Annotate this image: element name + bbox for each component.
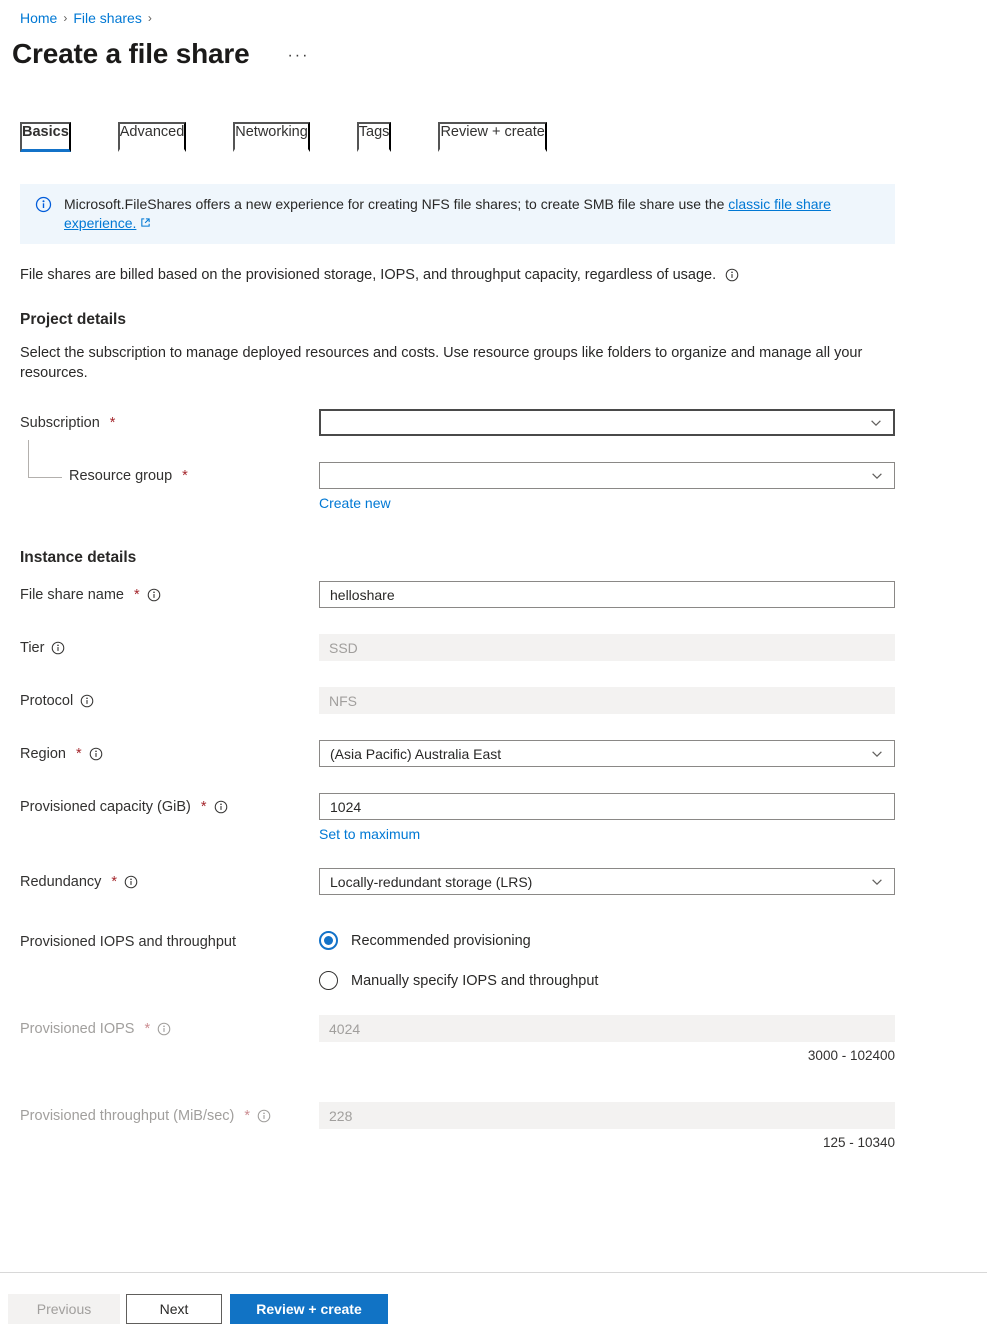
chevron-down-icon — [869, 416, 883, 430]
breadcrumb — [20, 0, 967, 26]
iops-range-hint: 3000 - 102400 — [807, 1048, 895, 1063]
info-icon — [35, 196, 52, 213]
redundancy-select[interactable]: Locally-redundant storage (LRS) — [319, 868, 895, 895]
region-select[interactable]: (Asia Pacific) Australia East — [319, 740, 895, 767]
info-icon[interactable] — [80, 694, 94, 708]
info-icon[interactable] — [157, 1022, 171, 1036]
required-asterisk: * — [200, 799, 207, 815]
radio-button-icon — [319, 971, 338, 990]
info-banner — [20, 184, 895, 244]
radio-button-icon — [319, 931, 338, 950]
set-to-maximum-link[interactable]: Set to maximum — [319, 826, 421, 842]
file-share-name-label: File share name * — [20, 581, 319, 608]
chevron-down-icon — [870, 875, 884, 889]
provisioned-throughput-input: 228 — [319, 1102, 895, 1129]
resource-group-select[interactable] — [319, 462, 895, 489]
tab-review-create[interactable]: Review + create — [438, 122, 546, 152]
info-icon[interactable] — [214, 800, 228, 814]
required-asterisk: * — [133, 587, 140, 603]
required-asterisk: * — [182, 468, 188, 484]
redundancy-label: Redundancy * — [20, 868, 319, 895]
info-banner-text: Microsoft.FileShares offers a new experience for creating NFS file shares; to create SMB file share use the classic file share experience. — [64, 196, 831, 231]
breadcrumb-separator: › — [63, 11, 68, 25]
tab-basics[interactable]: Basics — [20, 122, 71, 152]
project-details-description: Select the subscription to manage deployed resources and costs. Use resource groups like folders to organize and manage all your resources. — [20, 345, 863, 381]
create-new-link[interactable]: Create new — [319, 495, 391, 511]
review-create-button[interactable]: Review + create — [230, 1294, 388, 1324]
breadcrumb-link-file-shares[interactable]: File shares — [73, 10, 142, 26]
protocol-label: Protocol — [20, 687, 319, 714]
page-title: Create a file share — [12, 38, 250, 69]
protocol-input: NFS — [319, 687, 895, 714]
radio-recommended-provisioning[interactable]: Recommended provisioning — [319, 931, 895, 950]
info-icon[interactable] — [124, 875, 138, 889]
provisioned-iops-input: 4024 — [319, 1015, 895, 1042]
breadcrumb-separator: › — [147, 11, 152, 25]
project-details-heading: Project details — [20, 311, 126, 328]
info-icon[interactable] — [51, 641, 65, 655]
file-share-name-input[interactable] — [319, 581, 895, 608]
footer-bar — [0, 1272, 987, 1324]
more-menu-button[interactable]: ··· — [287, 48, 309, 72]
classic-experience-link[interactable]: classic file share experience. — [64, 196, 831, 231]
required-asterisk: * — [244, 1108, 251, 1124]
tier-input: SSD — [319, 634, 895, 661]
info-icon[interactable] — [725, 268, 739, 282]
tab-advanced[interactable]: Advanced — [118, 122, 187, 152]
provisioned-capacity-input[interactable] — [319, 793, 895, 820]
provisioned-throughput-label: Provisioned throughput (MiB/sec) * — [20, 1102, 319, 1150]
radio-manual-provisioning[interactable]: Manually specify IOPS and throughput — [319, 971, 895, 990]
required-asterisk: * — [75, 746, 82, 762]
instance-details-form — [20, 581, 967, 1150]
iops-throughput-group-label: Provisioned IOPS and throughput — [20, 934, 237, 950]
next-button[interactable]: Next — [126, 1294, 222, 1324]
info-icon[interactable] — [257, 1109, 271, 1123]
provisioned-capacity-label: Provisioned capacity (GiB) * — [20, 793, 319, 842]
resource-group-label: Resource group * — [69, 468, 188, 484]
throughput-range-hint: 125 - 10340 — [822, 1135, 895, 1150]
provisioning-radio-group — [319, 928, 895, 990]
required-asterisk: * — [111, 874, 118, 890]
tier-label: Tier — [20, 634, 319, 661]
provisioned-iops-label: Provisioned IOPS * — [20, 1015, 319, 1063]
subscription-select[interactable] — [319, 409, 895, 436]
breadcrumb-link-home[interactable]: Home — [20, 10, 58, 26]
chevron-down-icon — [870, 469, 884, 483]
tab-networking[interactable]: Networking — [233, 122, 310, 152]
info-icon[interactable] — [147, 588, 161, 602]
required-asterisk: * — [144, 1021, 151, 1037]
required-asterisk: * — [109, 415, 116, 431]
previous-button: Previous — [8, 1294, 120, 1324]
subscription-label: Subscription * — [20, 415, 116, 431]
instance-details-heading: Instance details — [20, 549, 137, 566]
parent-child-connector — [28, 440, 62, 478]
project-details-form — [20, 409, 967, 511]
chevron-down-icon — [870, 747, 884, 761]
region-label: Region * — [20, 740, 319, 767]
external-link-icon — [139, 216, 152, 229]
tab-tags[interactable]: Tags — [357, 122, 392, 152]
billing-note: File shares are billed based on the provisioned storage, IOPS, and throughput capacity, regardless of usage. — [20, 267, 967, 283]
info-icon[interactable] — [89, 747, 103, 761]
tab-bar — [20, 122, 967, 152]
